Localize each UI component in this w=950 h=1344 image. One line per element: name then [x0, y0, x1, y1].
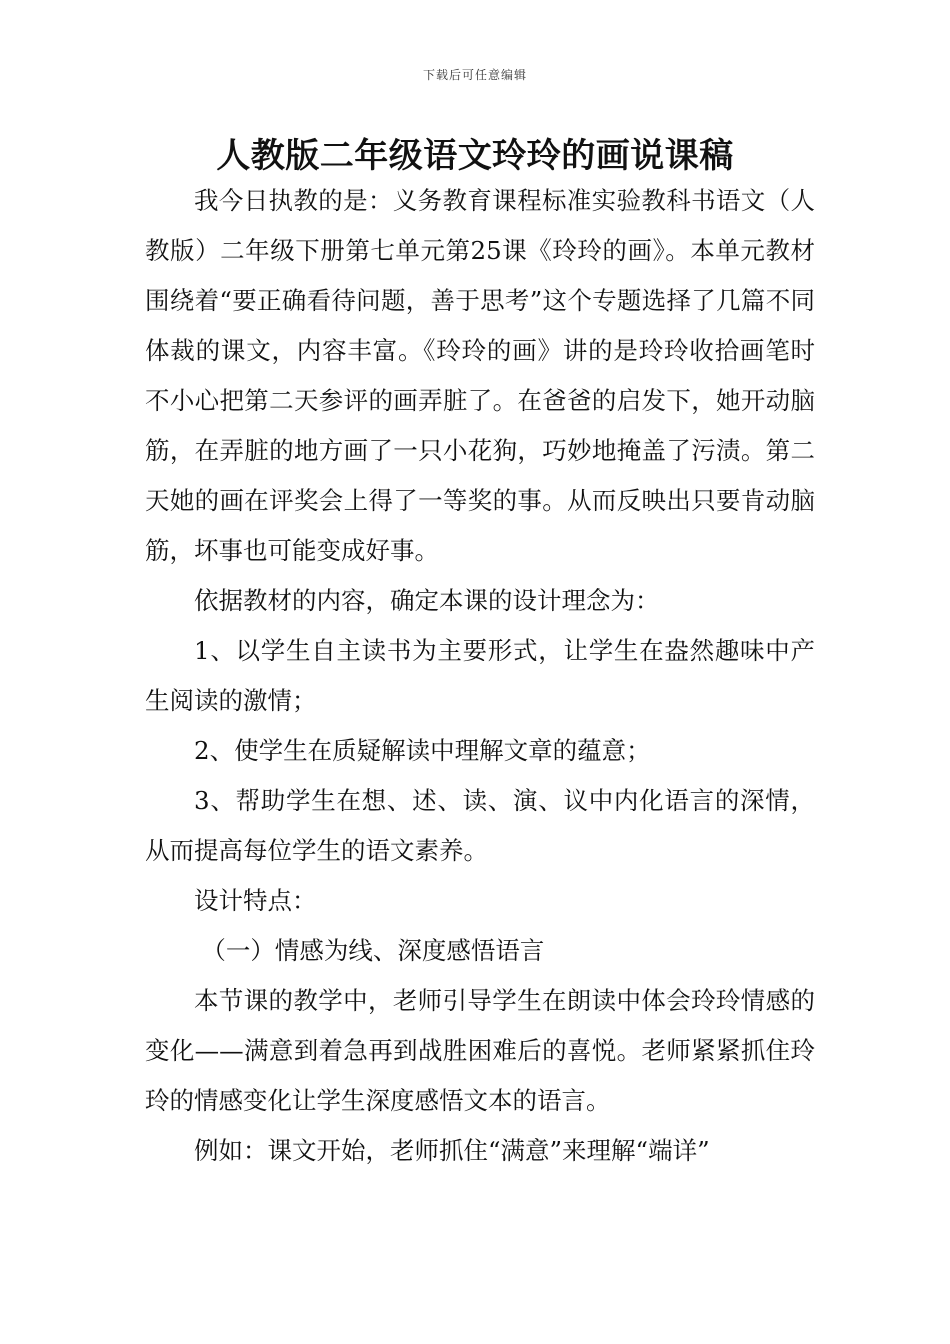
paragraph-intro: 我今日执教的是：义务教育课程标准实验教科书语文（人教版）二年级下册第七单元第25课《玲玲的画》。本单元教材围绕着“要正确看待问题，善于思考”这个专题选择了几篇不同体裁的课文，内容丰富。《玲玲的画》讲的是玲玲收拾画笔时不小心把第二天参评的画弄脏了。在爸爸的启发下，她开动脑筋，在弄脏的地方画了一只小花狗，巧妙地掩盖了污渍。第二天她的画在评奖会上得了一等奖的事。从而反映出只要肯动脑筋，坏事也可能变成好事。 [145, 186, 815, 565]
paragraph-concept-2: 2、使学生在质疑解读中理解文章的蕴意； [194, 736, 651, 765]
paragraph-section-1-body: 本节课的教学中，老师引导学生在朗读中体会玲玲情感的变化——满意到着急再到战胜困难后的喜悦。老师紧紧抓住玲玲的情感变化让学生深度感悟文本的语言。 [145, 986, 815, 1115]
header-note: 下载后可任意编辑 [422, 68, 527, 82]
paragraph-concept-1: 1、以学生自主读书为主要形式，让学生在盎然趣味中产生阅读的激情； [145, 636, 815, 715]
paragraph-example: 例如：课文开始，老师抓住“满意”来理解“端详” [194, 1136, 710, 1165]
paragraph-concept-3: 3、帮助学生在想、述、读、演、议中内化语言的深情，从而提高每位学生的语文素养。 [145, 786, 815, 865]
section-heading-1: （一）情感为线、深度感悟语言 [201, 936, 545, 965]
document-title: 人教版二年级语文玲玲的画说课稿 [216, 136, 734, 176]
paragraph-design-concept: 依据教材的内容，确定本课的设计理念为： [194, 586, 660, 615]
paragraph-design-features: 设计特点： [194, 886, 317, 915]
document-body [145, 176, 815, 1176]
